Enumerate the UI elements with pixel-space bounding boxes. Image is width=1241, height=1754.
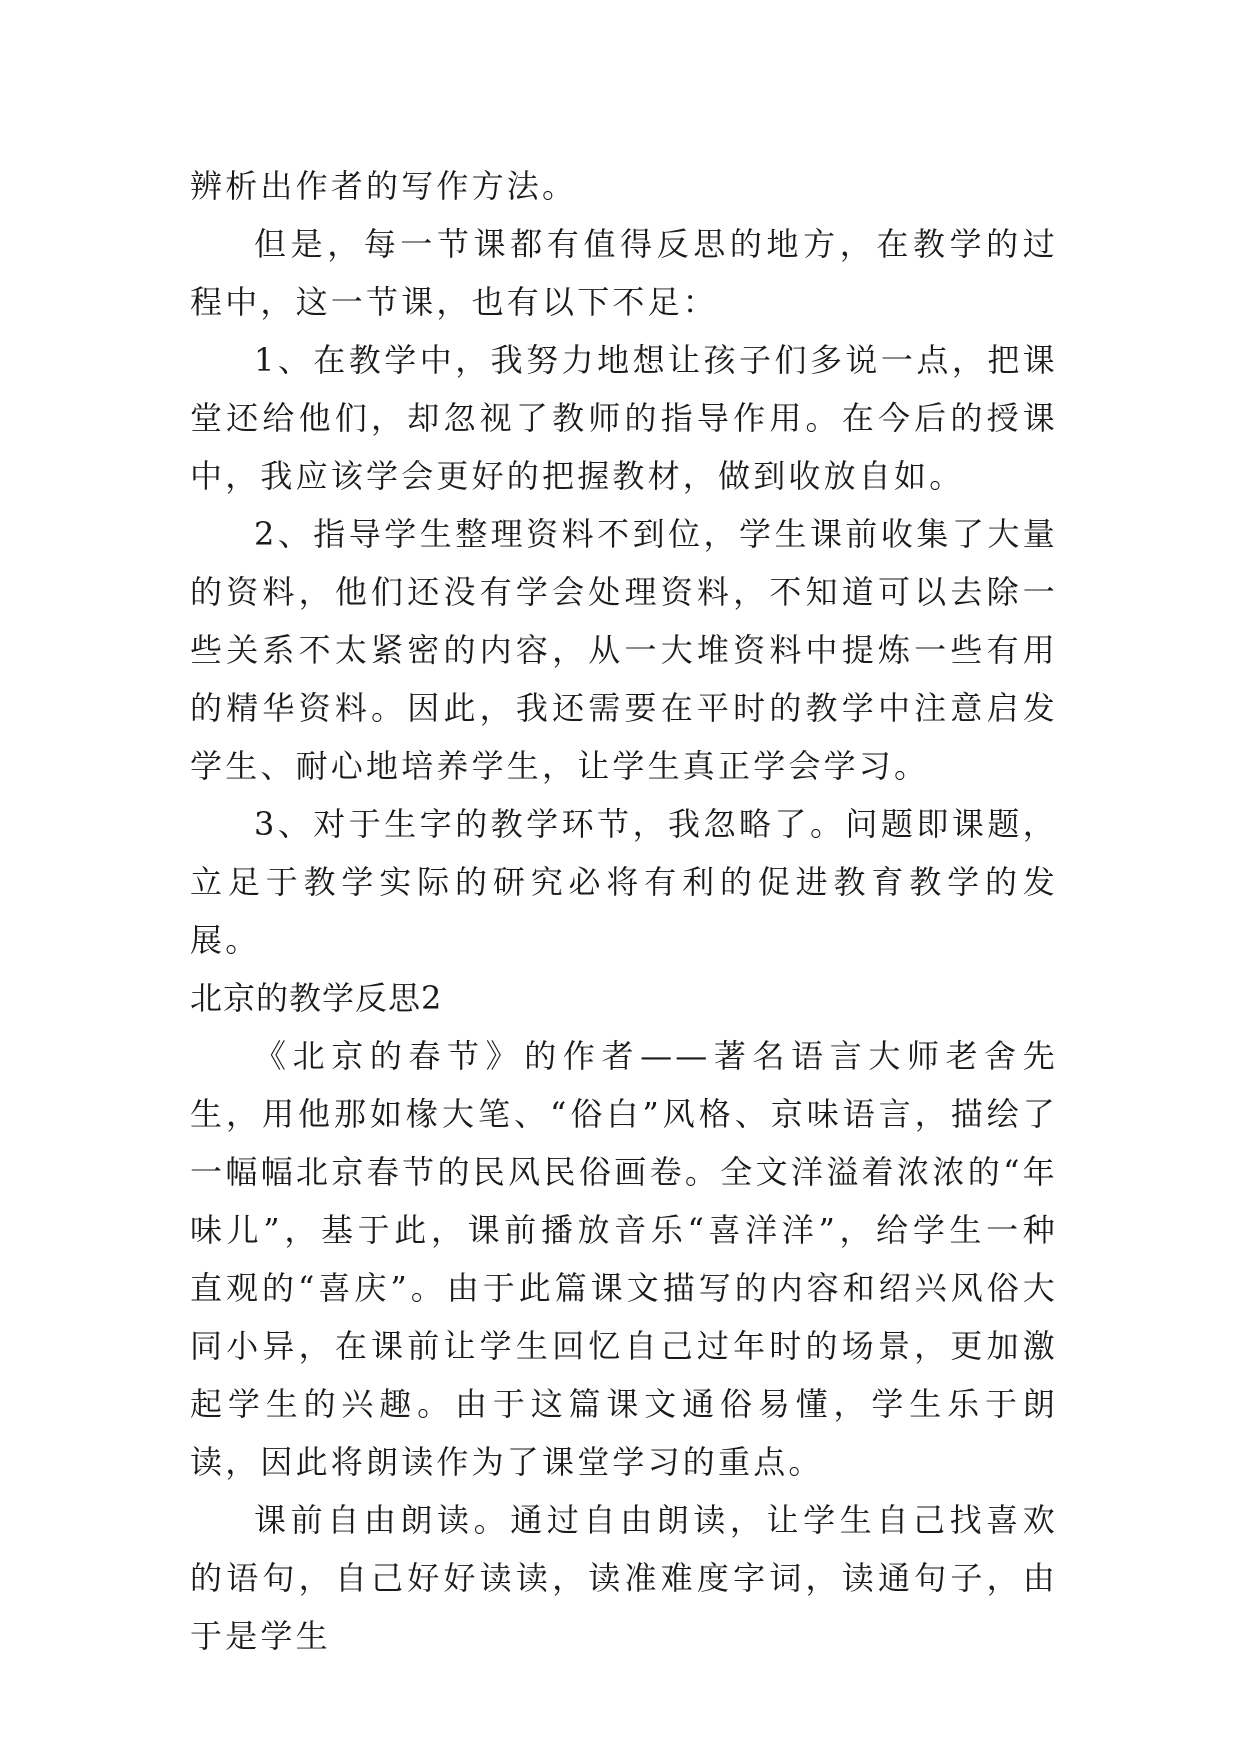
paragraph-continuation: 辨析出作者的写作方法。 (190, 167, 578, 205)
section-title: 北京的教学反思2 (190, 979, 443, 1017)
document-body (190, 157, 1058, 1665)
paragraph-point-2: 2、指导学生整理资料不到位，学生课前收集了大量的资料，他们还没有学会处理资料，不知道可以去除一些关系不太紧密的内容，从一大堆资料中提炼一些有用的精华资料。因此，我还需要在平时的教学中注意启发学生、耐心地培养学生，让学生真正学会学习。 (190, 515, 1058, 785)
paragraph-shortcomings-intro: 但是，每一节课都有值得反思的地方，在教学的过程中，这一节课，也有以下不足： (190, 225, 1058, 321)
paragraph-free-reading: 课前自由朗读。通过自由朗读，让学生自己找喜欢的语句，自己好好读读，读准难度字词，读通句子，由于是学生 (190, 1501, 1058, 1655)
paragraph-section-intro: 《北京的春节》的作者——著名语言大师老舍先生，用他那如椽大笔、“俗白”风格、京味语言，描绘了一幅幅北京春节的民风民俗画卷。全文洋溢着浓浓的“年味儿”，基于此，课前播放音乐“喜洋洋”，给学生一种直观的“喜庆”。由于此篇课文描写的内容和绍兴风俗大同小异，在课前让学生回忆自己过年时的场景，更加激起学生的兴趣。由于这篇课文通俗易懂，学生乐于朗读，因此将朗读作为了课堂学习的重点。 (190, 1037, 1058, 1481)
paragraph-point-3: 3、对于生字的教学环节，我忽略了。问题即课题，立足于教学实际的研究必将有利的促进教育教学的发展。 (190, 805, 1058, 959)
paragraph-point-1: 1、在教学中，我努力地想让孩子们多说一点，把课堂还给他们，却忽视了教师的指导作用。在今后的授课中，我应该学会更好的把握教材，做到收放自如。 (190, 341, 1058, 495)
